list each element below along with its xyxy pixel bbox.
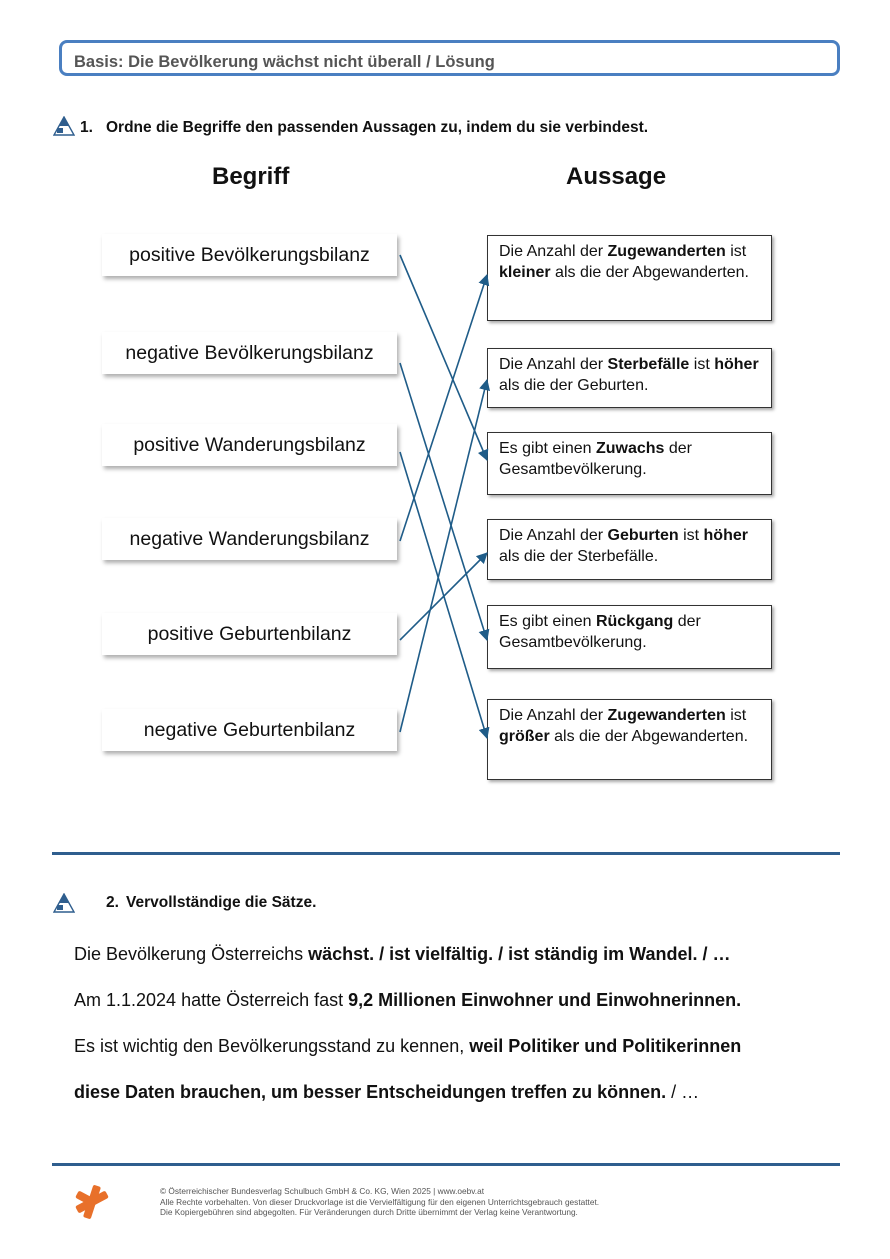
answer-sentence: Die Bevölkerung Österreichs wächst. / ist vielfältig. / ist ständig im Wandel. / … bbox=[74, 944, 731, 964]
column-header-aussage: Aussage bbox=[566, 163, 667, 190]
connection-arrow bbox=[400, 255, 487, 460]
term-label: positive Geburtenbilanz bbox=[147, 622, 352, 645]
task1-instruction: Ordne die Begriffe den passenden Aussagen zu, indem du sie verbindest. bbox=[106, 119, 649, 136]
term-label: negative Wanderungsbilanz bbox=[129, 527, 370, 550]
statement-box: Die Anzahl der Sterbefälle ist höher als die der Geburten. bbox=[487, 348, 772, 408]
section-divider bbox=[52, 852, 840, 855]
statement-box: Die Anzahl der Zugewanderten ist größer als die der Abgewanderten. bbox=[487, 699, 772, 780]
term-label: negative Bevölkerungsbilanz bbox=[125, 341, 374, 364]
statement-box: Die Anzahl der Zugewanderten ist kleiner als die der Abgewanderten. bbox=[487, 235, 772, 321]
publisher-logo-icon bbox=[73, 1183, 111, 1221]
statement-box: Die Anzahl der Geburten ist höher als die der Sterbefälle. bbox=[487, 519, 772, 580]
column-header-begriff: Begriff bbox=[212, 163, 290, 190]
answer-sentence: Am 1.1.2024 hatte Österreich fast 9,2 Millionen Einwohner und Einwohnerinnen. bbox=[74, 990, 742, 1010]
task2-number: 2. bbox=[106, 894, 119, 911]
task2-instruction: Vervollständige die Sätze. bbox=[126, 894, 317, 911]
term-label: positive Wanderungsbilanz bbox=[133, 433, 366, 456]
footer-divider bbox=[52, 1163, 840, 1166]
level-pyramid-icon bbox=[53, 893, 75, 913]
copyright-notice: © Österreichischer Bundesverlag Schulbuch GmbH & Co. KG, Wien 2025 | www.oebv.at Alle Rechte vorbehalten. Von dieser Druckvorlage ist die Vervielfältigung für den eigenen Unterrichtsgebrauch gestattet. Die Kopiergebühren sind abgegolten. Für Veränderungen durch Dritte übernimmt der Verlag keine Verantwortung. bbox=[160, 1186, 600, 1217]
answer-sentence: diese Daten brauchen, um besser Entscheidungen treffen zu können. / … bbox=[74, 1082, 700, 1102]
page-title: Basis: Die Bevölkerung wächst nicht überall / Lösung bbox=[74, 53, 495, 71]
task1-number: 1. bbox=[80, 119, 93, 136]
statement-box: Es gibt einen Zuwachs der Gesamtbevölkerung. bbox=[487, 432, 772, 495]
term-label: positive Bevölkerungsbilanz bbox=[129, 243, 370, 266]
statement-box: Es gibt einen Rückgang der Gesamtbevölkerung. bbox=[487, 605, 772, 669]
connection-arrow bbox=[400, 380, 487, 732]
term-label: negative Geburtenbilanz bbox=[143, 718, 356, 741]
answer-sentence: Es ist wichtig den Bevölkerungsstand zu kennen, weil Politiker und Politikerinnen bbox=[74, 1036, 742, 1056]
connection-arrow bbox=[400, 452, 487, 738]
